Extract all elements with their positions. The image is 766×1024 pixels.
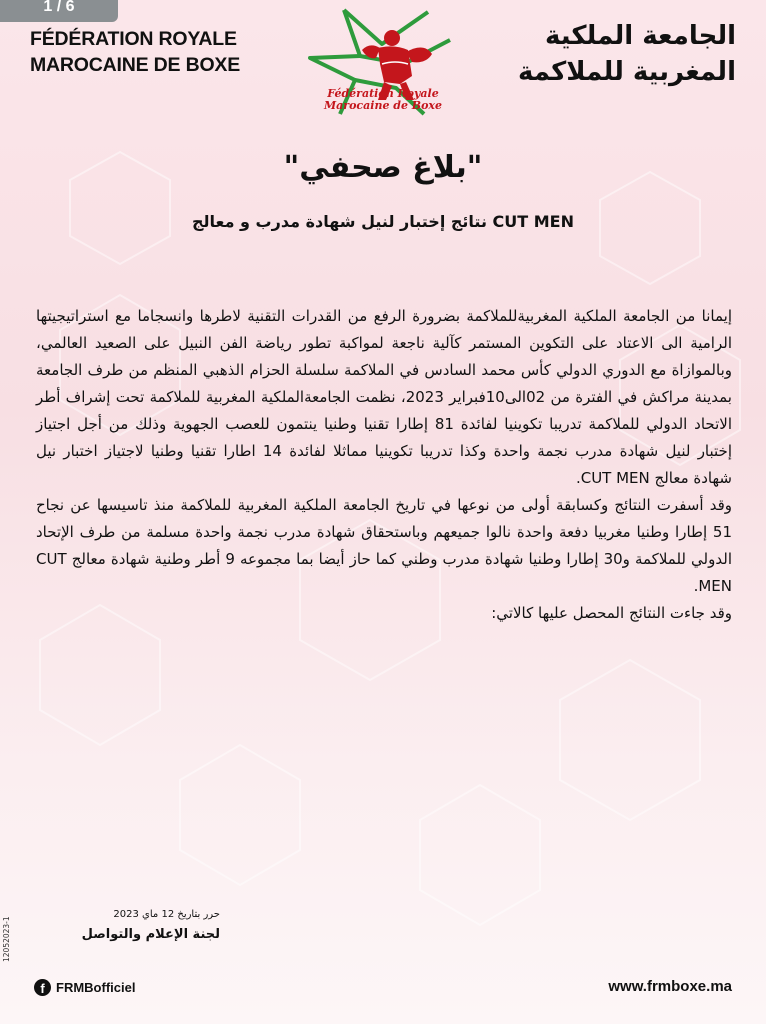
federation-name-fr bbox=[30, 26, 270, 78]
press-release-subtitle: نتائج إختبار لنيل شهادة مدرب و معالج CUT MEN bbox=[191, 212, 574, 231]
facebook-handle: FRMBofficiel bbox=[56, 979, 136, 995]
body-paragraph-2: وقد أسفرت النتائج وكسابقة أولى من نوعها في تاريخ الجامعة الملكية المغربية للملاكمة منذ تاسيسها عن نجاح 51 إطارا وطنيا مغربيا دفعة واحدة نالوا جميعهم وباستحقاق شهادة مدرب نجمة واحدة مسلمة من طرف الإتحاد الدولي للملاكمة و30 إطارا وطنيا شهادة مدرب وطني كما حاز أيضا بما مجموعه 9 أطر وطنية شهادة معالج CUT MEN. bbox=[36, 496, 732, 595]
federation-name-ar bbox=[476, 18, 736, 90]
document-reference: 12052023-1 bbox=[2, 916, 11, 962]
federation-name-ar-line1: الجامعة الملكية bbox=[545, 21, 736, 51]
press-release-title: "بلاغ صحفي" bbox=[283, 150, 483, 185]
federation-name-fr-line2: MAROCAINE DE BOXE bbox=[30, 54, 241, 76]
logo-caption bbox=[318, 88, 448, 112]
facebook-icon: f bbox=[34, 979, 51, 996]
logo-caption-line1: Fédération Royale bbox=[327, 87, 439, 100]
signature-date: حرر بتاريخ 12 ماي 2023 bbox=[113, 909, 220, 920]
signature-block bbox=[60, 906, 220, 946]
federation-name-ar-line2: المغربية للملاكمة bbox=[517, 57, 736, 87]
logo-caption-line2: Marocaine de Boxe bbox=[324, 99, 442, 112]
footer-facebook[interactable] bbox=[34, 978, 135, 996]
signature-committee: لجنة الإعلام والتواصل bbox=[81, 927, 220, 942]
body-paragraph-3: وقد جاءت النتائج المحصل عليها كالاتي: bbox=[491, 604, 732, 622]
page-counter: 1 / 6 bbox=[0, 0, 118, 22]
body-paragraph-1: إيمانا من الجامعة الملكية المغربيةللملاكمة بضرورة الرفع من القدرات التقنية لاطرها وانسجاما مع استراتيجيتها الرامية الى الاعتاد على التكوين المستمر كآلية ناجعة لمواكبة تطور رياضة الفن النبيل على الصعيد العالمي، وبالموازاة مع الدوري الدولي كأس محمد السادس في الملاكمة سلسلة الحزام الذهبي المنظم من طرف الجامعة بمدينة مراكش في الفترة من 02الى10فبراير 2023، نظمت الجامعةالملكية المغربية للملاكمة تحت إشراف أطر الاتحاد الدولي للملاكمة تدريبا تكوينيا لفائدة 81 إطارا تقنيا وطنيا ينتمون للعصب الجهوية وذلك من أجل اجتياز إختبار لنيل شهادة مدرب نجمة واحدة وكذا تدريبا تكوينيا مماثلا لفائدة 14 اطارا تقنيا وطنيا لاجتياز اختبار نيل شهادة معالج CUT MEN. bbox=[36, 307, 732, 487]
federation-name-fr-line1: FÉDÉRATION ROYALE bbox=[30, 28, 237, 50]
footer-website-link[interactable]: www.frmboxe.ma bbox=[608, 978, 732, 995]
press-release-body bbox=[36, 303, 732, 627]
